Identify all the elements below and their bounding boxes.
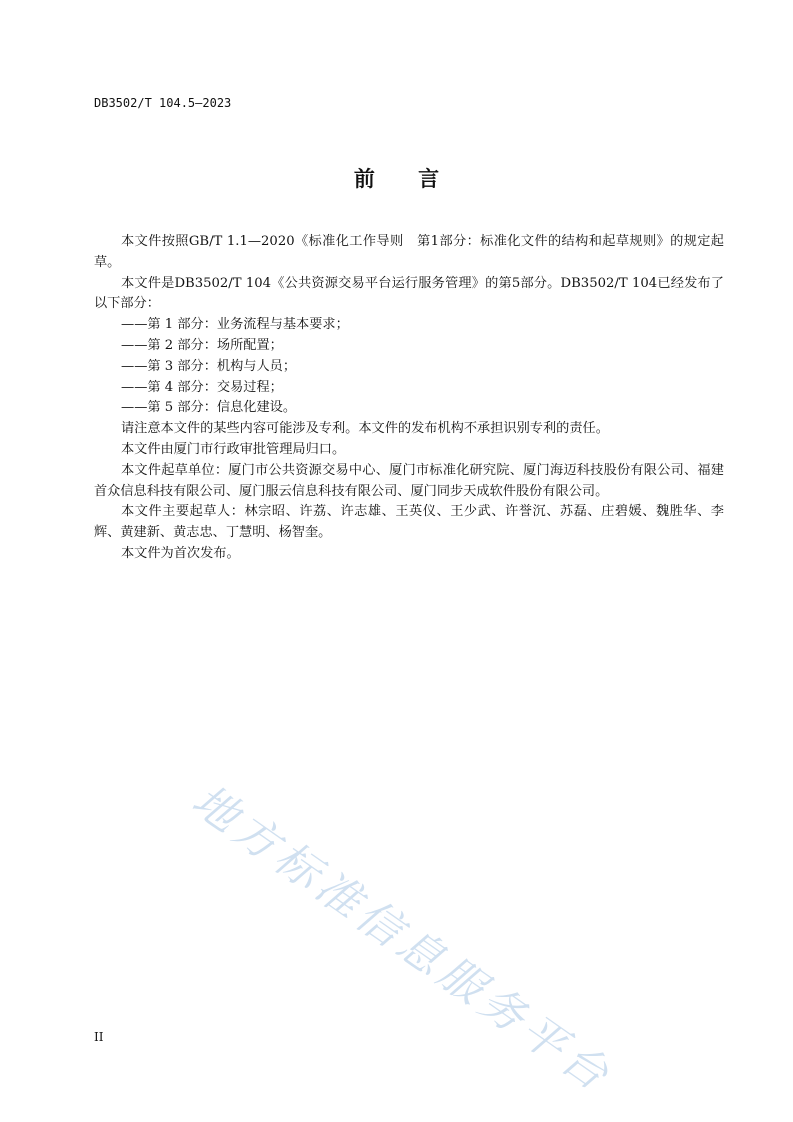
list-item-part-1: ——第 1 部分：业务流程与基本要求； (121, 317, 349, 333)
list-item-part-5: ——第 5 部分：信息化建设。 (121, 400, 297, 416)
watermark: 地方标准信息服务平台 (182, 774, 622, 1104)
page-number: II (94, 1030, 104, 1044)
paragraph-drafting-rules: 本文件按照GB/T 1.1—2020《标准化工作导则 第1部分：标准化文件的结构和起草规则》的规定起草。 (94, 234, 724, 270)
list-item-part-2: ——第 2 部分：场所配置； (121, 337, 283, 353)
document-body (94, 232, 724, 565)
paragraph-drafting-units: 本文件起草单位：厦门市公共资源交易中心、厦门市标准化研究院、厦门海迈科技股份有限公司、福建首众信息科技有限公司、厦门服云信息科技有限公司、厦门同步天成软件股份有限公司。 (94, 462, 724, 499)
paragraph-first-release: 本文件为首次发布。 (121, 545, 240, 561)
page-title: 前 言 (353, 167, 458, 191)
paragraph-proposer: 本文件由厦门市行政审批管理局归口。 (121, 441, 346, 457)
paragraph-part-intro: 本文件是DB3502/T 104《公共资源交易平台运行服务管理》的第5部分。DB3502/T 104已经发布了以下部分： (94, 275, 724, 312)
paragraph-patent-notice: 请注意本文件的某些内容可能涉及专利。本文件的发布机构不承担识别专利的责任。 (121, 421, 609, 437)
document-code: DB3502/T 104.5—2023 (94, 96, 232, 110)
paragraph-drafters: 本文件主要起草人：林宗昭、许荔、许志雄、王英仪、王少武、许誉沉、苏磊、庄碧媛、魏胜华、李辉、黄建新、黄志忠、丁慧明、杨智奎。 (94, 504, 724, 541)
list-item-part-4: ——第 4 部分：交易过程； (121, 379, 283, 395)
list-item-part-3: ——第 3 部分：机构与人员； (121, 358, 297, 374)
